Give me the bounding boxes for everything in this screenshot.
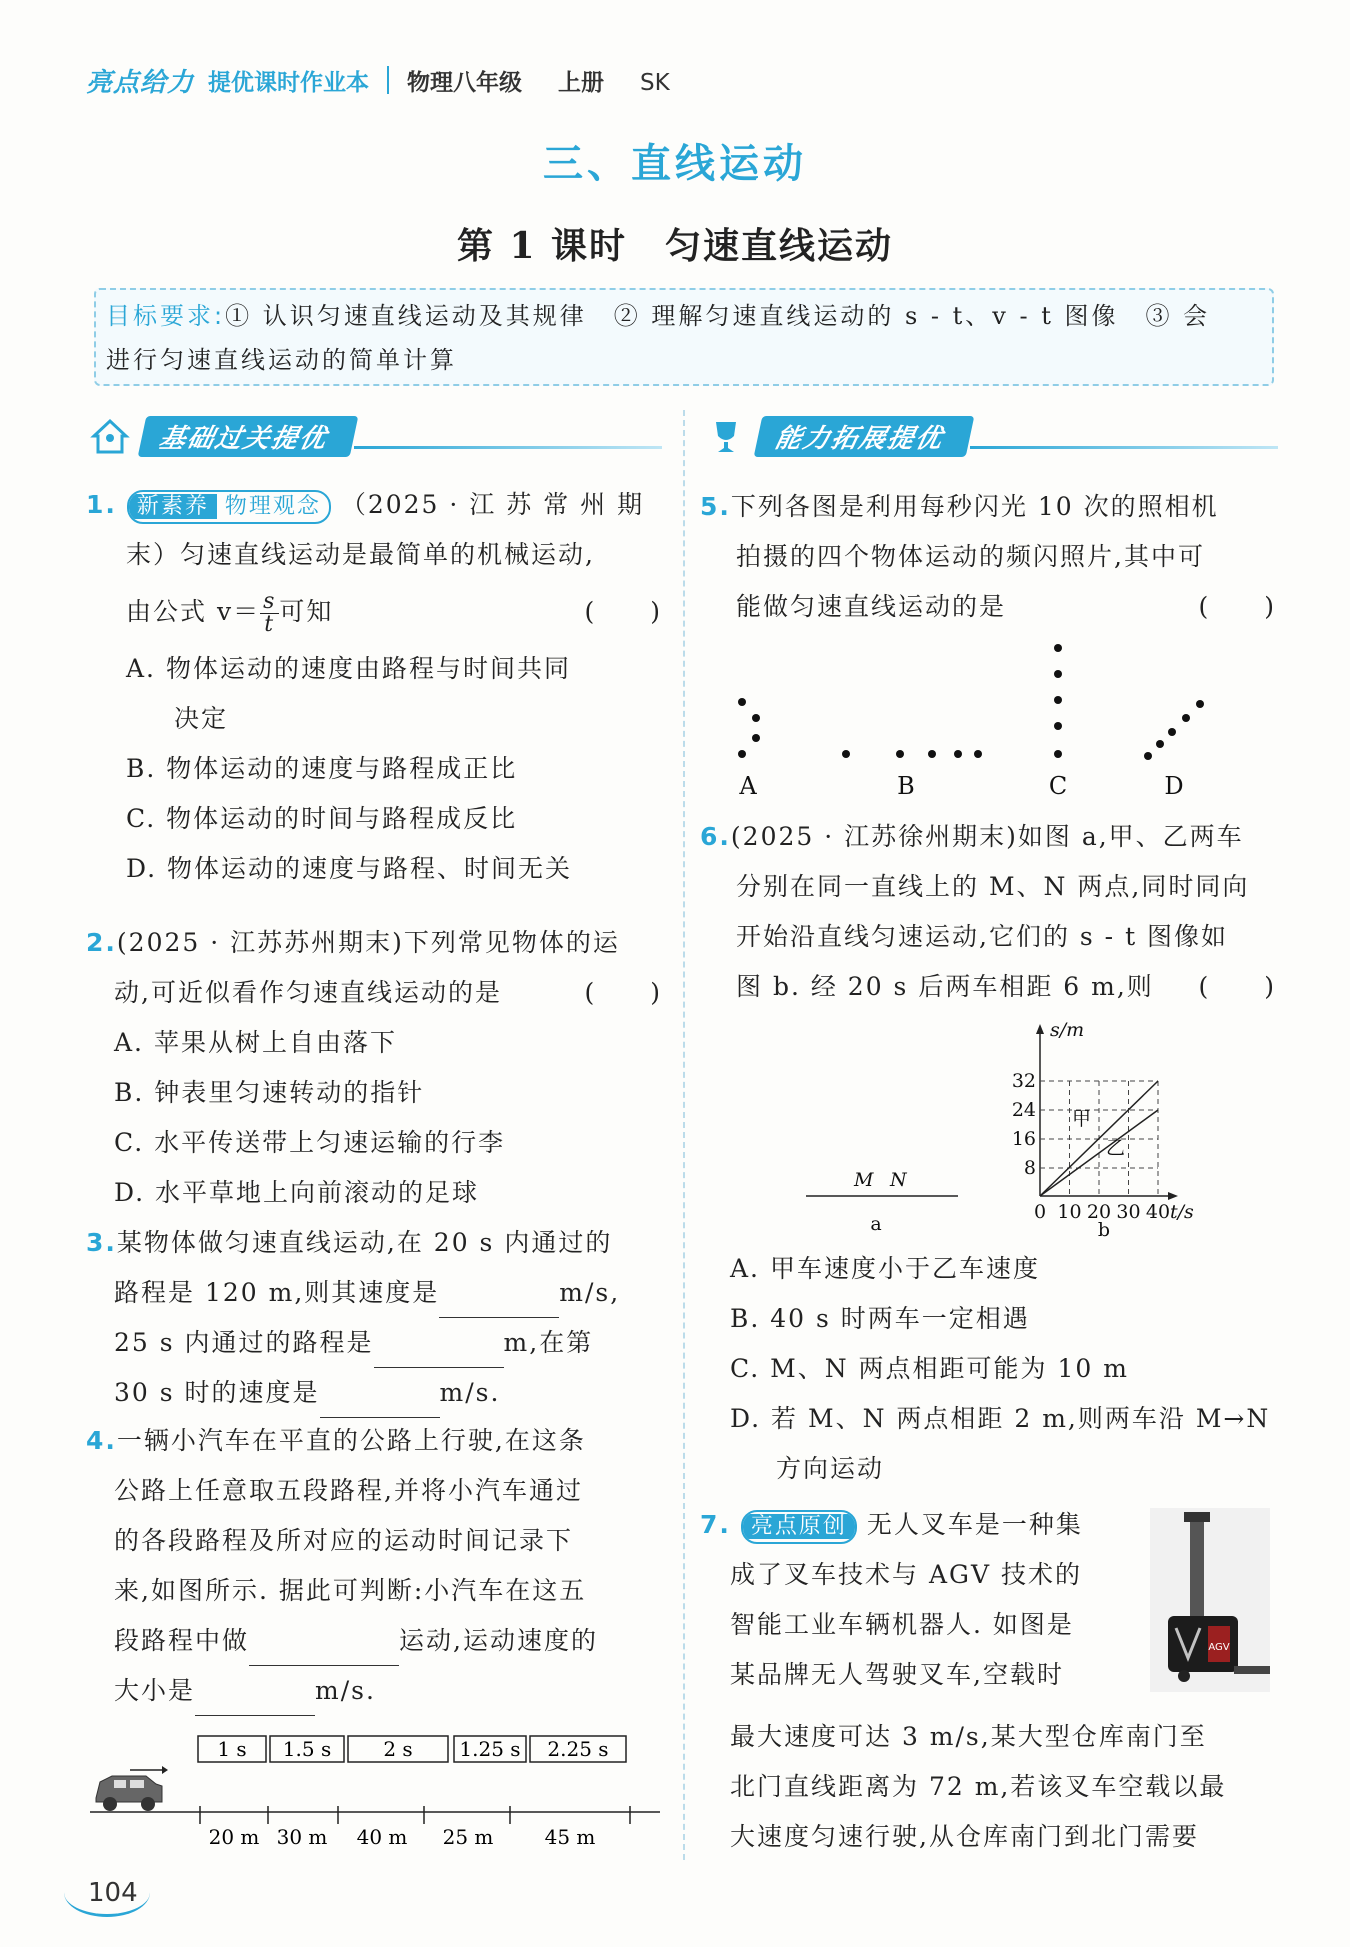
y-axis-label: s/m (1050, 1019, 1085, 1041)
q7-tag-label: 亮点原创 (743, 1514, 855, 1539)
q6-figures (790, 1012, 1220, 1242)
q4-line2: 公路上任意取五段路程,并将小汽车通过 (114, 1476, 583, 1505)
q7-tag (741, 1510, 857, 1544)
q3-line3a: 25 s 内通过的路程是 (114, 1328, 374, 1357)
q3-line2-row (86, 1268, 662, 1318)
x-axis-label: t/s (1170, 1201, 1194, 1223)
q4-line3: 的各段路程及所对应的运动时间记录下 (114, 1526, 574, 1555)
q1-tag-a: 新素养 (129, 494, 217, 519)
strobe-label-d: D (1164, 772, 1184, 800)
q7-line6: 北门直线距离为 72 m,若该叉车空载以最 (730, 1772, 1227, 1801)
q1-tag (127, 490, 331, 524)
q7-line2: 成了叉车技术与 AGV 技术的 (730, 1560, 1082, 1589)
q3-line3b: m,在第 (503, 1328, 594, 1357)
q6-answer-paren[interactable]: ( ) (1198, 972, 1276, 1001)
goals-text-1: ① 认识匀速直线运动及其规律 ② 理解匀速直线运动的 s - t、v - t 图像 ③ 会 (225, 302, 1211, 330)
y-tick-32: 32 (1011, 1070, 1036, 1092)
time-label-2: 1.5 s (282, 1737, 332, 1761)
question-4 (86, 1416, 662, 1716)
subject-label: 物理八年级 (407, 69, 523, 96)
strobe-c (1049, 644, 1067, 800)
car-icon (96, 1766, 168, 1811)
question-1 (86, 480, 662, 894)
strobe-b (842, 750, 982, 800)
q3-line2a: 路程是 120 m,则其速度是 (114, 1278, 440, 1307)
left-section-banner (90, 414, 662, 458)
q5-line1: 下列各图是利用每秒闪光 10 次的照相机 (730, 492, 1219, 521)
q5-line2: 拍摄的四个物体运动的频闪照片,其中可 (736, 542, 1205, 571)
q4-line1: 一辆小汽车在平直的公路上行驶,在这条 (116, 1426, 586, 1455)
volume-label: 上册 (558, 69, 605, 96)
header-divider (387, 66, 389, 94)
figure-b-label: b (1097, 1219, 1111, 1241)
question-7-cont (730, 1712, 1276, 1862)
series-name: 提优课时作业本 (208, 69, 370, 96)
strobe-d (1144, 700, 1204, 800)
time-label-5: 2.25 s (547, 1737, 609, 1761)
q6-line3: 开始沿直线匀速运动,它们的 s - t 图像如 (736, 922, 1229, 951)
edition-label: SK (640, 69, 670, 96)
q2-option-d: D. 水平草地上向前滚动的足球 (114, 1178, 480, 1207)
q1-option-b: B. 物体运动的速度与路程成正比 (126, 754, 518, 783)
q7-line1: 无人叉车是一种集 (866, 1510, 1083, 1539)
distance-label-3: 40 m (356, 1825, 408, 1849)
forklift-photo (1150, 1508, 1270, 1692)
right-section-banner (706, 414, 1278, 458)
q5-strobe-photos (720, 630, 1260, 810)
q1-option-a: A. 物体运动的速度由路程与时间共同 (126, 654, 571, 683)
q3-line4a: 30 s 时的速度是 (114, 1378, 320, 1407)
q1-tag-b: 物理观念 (224, 493, 321, 519)
question-6 (700, 812, 1276, 1012)
time-label-1: 1 s (217, 1737, 247, 1761)
q6-option-a: A. 甲车速度小于乙车速度 (730, 1254, 1040, 1283)
road-ticks (200, 1806, 630, 1824)
forklift-agv-mark: AGV (1208, 1642, 1230, 1653)
q7-line3: 智能工业车辆机器人. 如图是 (730, 1610, 1074, 1639)
q6-line4-row (700, 962, 1276, 1012)
q2-option-a: A. 苹果从树上自由落下 (114, 1028, 397, 1057)
q3-line3-row (86, 1318, 662, 1368)
y-tick-16: 16 (1011, 1128, 1036, 1150)
page-header (86, 62, 698, 98)
page-number: 104 (88, 1878, 138, 1908)
book-info (407, 64, 698, 97)
q7-line5: 最大速度可达 3 m/s,某大型仓库南门至 (730, 1722, 1207, 1751)
q6-option-c: C. M、N 两点相距可能为 10 m (730, 1354, 1129, 1383)
q4-line5a: 段路程中做 (114, 1626, 250, 1655)
right-banner-line (970, 446, 1278, 449)
q4-line6b: m/s. (315, 1676, 376, 1705)
q6-line1: (2025 · 江苏徐州期末)如图 a,甲、乙两车 (730, 822, 1244, 851)
q1-formula-prefix: 由公式 v＝ (126, 597, 261, 626)
q4-number: 4. (86, 1426, 117, 1455)
q3-line4-row (86, 1368, 662, 1418)
q1-option-c: C. 物体运动的时间与路程成反比 (126, 804, 518, 833)
q2-number: 2. (86, 928, 117, 957)
q1-formula-suffix: 可知 (279, 597, 334, 626)
line-jia-label: 甲 (1072, 1108, 1092, 1130)
distance-label-1: 20 m (208, 1825, 260, 1849)
q2-line2-row (86, 968, 662, 1018)
q1-line3 (86, 580, 662, 644)
strobe-label-a: A (739, 772, 757, 800)
figure-a (806, 1169, 958, 1235)
q4-line5b: 运动,运动速度的 (399, 1626, 598, 1655)
q2-line2: 动,可近似看作匀速直线运动的是 (114, 978, 502, 1007)
strobe-label-b: B (897, 772, 915, 800)
q3-line4b: m/s. (439, 1378, 501, 1407)
x-tick-30: 30 (1116, 1201, 1141, 1223)
strobe-a (738, 698, 760, 800)
q6-option-b: B. 40 s 时两车一定相遇 (730, 1304, 1030, 1333)
q6-line4: 图 b. 经 20 s 后两车相距 6 m,则 (736, 972, 1154, 1001)
x-tick-10: 10 (1057, 1201, 1082, 1223)
house-icon (90, 416, 130, 456)
q3-blank-distance[interactable] (374, 1337, 504, 1368)
q3-blank-speed[interactable] (439, 1287, 559, 1318)
line-yi-label: 乙 (1106, 1137, 1126, 1159)
q1-line2: 末）匀速直线运动是最简单的机械运动, (126, 540, 595, 569)
column-divider (683, 410, 685, 1860)
section-title: 三、直线运动 (543, 140, 807, 187)
q3-line1: 某物体做匀速直线运动,在 20 s 内通过的 (116, 1228, 613, 1257)
q6-line2: 分别在同一直线上的 M、N 两点,同时同向 (736, 872, 1250, 901)
q4-road-figure (90, 1722, 670, 1852)
q1-number: 1. (86, 490, 117, 519)
q5-answer-paren[interactable]: ( ) (1198, 592, 1276, 621)
figure-a-label: a (870, 1213, 882, 1235)
q4-blank-speed[interactable] (195, 1685, 315, 1716)
x-tick-0: 0 (1033, 1201, 1047, 1223)
distance-label-4: 25 m (442, 1825, 494, 1849)
right-banner-label: 能力拓展提优 (754, 416, 975, 457)
question-7 (700, 1500, 1140, 1700)
time-label-4: 1.25 s (459, 1737, 521, 1761)
q3-line2b: m/s, (559, 1278, 621, 1307)
q5-number: 5. (700, 492, 731, 521)
q1-option-d: D. 物体运动的速度与路程、时间无关 (126, 854, 573, 883)
q3-number: 3. (86, 1228, 117, 1257)
left-banner-label: 基础过关提优 (138, 416, 359, 457)
q2-answer-paren[interactable]: ( ) (584, 978, 662, 1007)
y-tick-24: 24 (1011, 1099, 1036, 1121)
q3-blank-speed-30s[interactable] (320, 1387, 440, 1418)
q1-source: （2025 · 江 苏 常 州 期 (340, 490, 645, 519)
q6-option-d: D. 若 M、N 两点相距 2 m,则两车沿 M→N (730, 1404, 1271, 1433)
x-tick-40: 40 (1145, 1201, 1171, 1223)
q1-answer-paren[interactable]: ( ) (584, 597, 662, 626)
y-tick-8: 8 (1023, 1157, 1036, 1179)
q1-fraction (260, 591, 279, 636)
goals-box (94, 288, 1274, 386)
q2-option-b: B. 钟表里匀速转动的指针 (114, 1078, 425, 1107)
lesson-title: 第 1 课时 匀速直线运动 (456, 225, 894, 267)
q7-line4: 某品牌无人驾驶叉车,空载时 (730, 1660, 1064, 1689)
strobe-label-c: C (1048, 772, 1068, 800)
q1-option-a-cont: 决定 (174, 704, 229, 733)
trophy-icon (706, 416, 746, 456)
q4-line5-row (86, 1616, 662, 1666)
q4-line6a: 大小是 (114, 1676, 196, 1705)
figure-b-graph (1012, 1019, 1194, 1241)
q2-option-c: C. 水平传送带上匀速运输的行李 (114, 1128, 506, 1157)
q7-number: 7. (700, 1510, 731, 1539)
q6-option-d-cont: 方向运动 (776, 1454, 885, 1483)
q4-line4: 来,如图所示. 据此可判断:小汽车在这五 (114, 1576, 587, 1605)
q7-line7: 大速度匀速行驶,从仓库南门到北门需要 (730, 1822, 1199, 1851)
q1-frac-num: s (260, 591, 279, 614)
time-label-3: 2 s (383, 1737, 413, 1761)
q4-time-boxes (198, 1736, 626, 1762)
q5-line3: 能做匀速直线运动的是 (736, 592, 1007, 621)
q5-line3-row (700, 582, 1276, 632)
question-2 (86, 918, 662, 1218)
question-5 (700, 482, 1276, 632)
q6-options (730, 1244, 1276, 1494)
q4-blank-motion[interactable] (249, 1635, 399, 1666)
distance-label-5: 45 m (544, 1825, 596, 1849)
brand-logo: 亮点给力 (86, 67, 195, 98)
x-tick-20: 20 (1086, 1201, 1112, 1223)
goals-label: 目标要求: (106, 302, 226, 330)
point-n-label: N (890, 1169, 907, 1191)
left-banner-line (354, 446, 662, 449)
q6-number: 6. (700, 822, 731, 851)
point-m-label: M (854, 1169, 874, 1191)
q2-line1: (2025 · 江苏苏州期末)下列常见物体的运 (116, 928, 620, 957)
goals-text-2: 进行匀速直线运动的简单计算 (106, 346, 457, 374)
q4-line6-row (86, 1666, 662, 1716)
q1-frac-den: t (264, 612, 276, 637)
distance-label-2: 30 m (276, 1825, 328, 1849)
question-3 (86, 1218, 662, 1418)
